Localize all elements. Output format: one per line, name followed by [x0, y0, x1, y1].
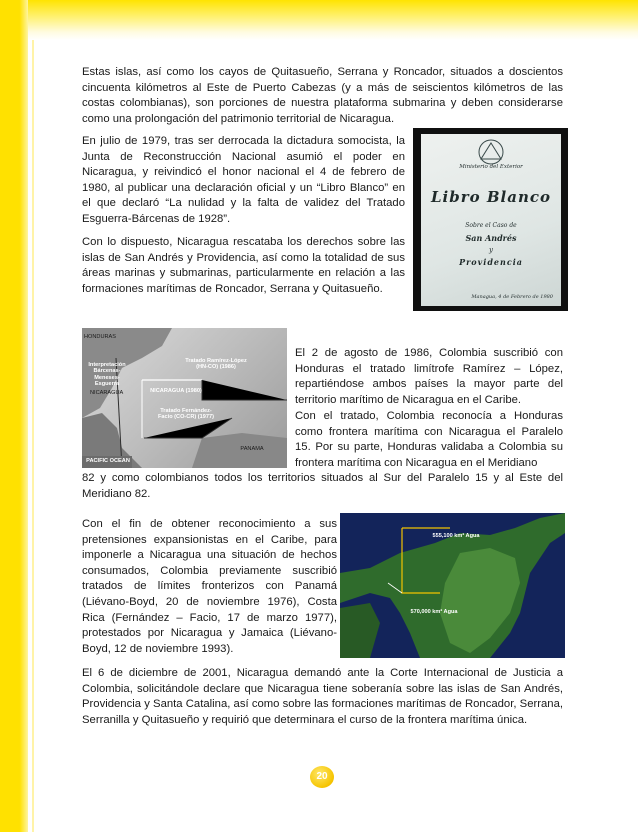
- map-label-nicaragua-1980: NICARAGUA (1980): [150, 388, 202, 394]
- cover-title: Libro Blanco: [430, 188, 551, 206]
- page-number: 20: [310, 766, 334, 788]
- cover-subtitle-1: Sobre el Caso de: [465, 222, 517, 229]
- cover-date: Managua, 4 de Febrero de 1980: [471, 294, 553, 300]
- paragraph-1979: En julio de 1979, tras ser derrocada la dictadura somocista, la Junta de Reconstrucción Nacional asumió el poder en Nicaragua, y reivindicó el honor nacional el 4 de febrero de 1980, al publicar una declaración oficial y un “Libro Blanco” en el que declaró “La nulidad y la falta de validez del Tratado Esguerra-Bárcenas de 1928”.: [82, 135, 405, 225]
- top-yellow-band: [0, 0, 638, 40]
- map-label-panama: PANAMA: [240, 446, 264, 452]
- cover-subtitle-3: y: [489, 246, 493, 254]
- cover-subtitle-2: San Andrés: [465, 233, 517, 243]
- paragraph-2001: El 6 de diciembre de 2001, Nicaragua demandó ante la Corte Internacional de Justicia a Colombia, solicitándole declare que Nicaragua tiene soberanía sobre las islas de San Andrés, Providencia y Santa Catalina, así como sobre las formaciones marítimas de Roncador, Serrana, Serranilla y Quitasueño y requirió que determinara el curso de la frontera marítima única.: [82, 667, 563, 726]
- colombia-map-image: [340, 513, 565, 658]
- treaty-map-image: [82, 328, 287, 468]
- libro-blanco-cover-image: [413, 128, 568, 311]
- paragraph-treaty-continued: 82 y como colombianos todos los territorios situados al Sur del Paralelo 15 y al Este del Meridiano 82.: [82, 472, 563, 500]
- map-label-interpretation: Interpretación Bárcenas-Meneses-Esguerra: [88, 362, 126, 388]
- left-divider-line: [32, 40, 34, 832]
- left-yellow-band: [0, 0, 28, 832]
- map-label-area-2: 570,000 km² Agua: [410, 609, 458, 615]
- paragraph-rights: Con lo dispuesto, Nicaragua rescataba los derechos sobre las islas de San Andrés y Providencia, así como la totalidad de sus áreas marinas y submarinas, particularmente en relación a las formaciones marítimas de Roncador, Serrana y Quitasueño.: [82, 236, 405, 295]
- cover-paper: [421, 134, 561, 306]
- paragraph-expansion: Con el fin de obtener reconocimiento a sus pretensiones expansionistas en el Caribe, para imponerle a Nicaragua una situación de hechos consumados, Colombia previamente suscribió tratados de límites fronterizos con Panamá (Liévano-Boyd, 20 de noviembre 1976), Costa Rica (Fernández – Facio, 17 de marzo 1977), protestados por Nicaragua y Jamaica (Liévano-Boyd, 12 de noviembre 1993).: [82, 518, 337, 655]
- map-label-ramirez: Tratado Ramírez-López (HN-CO) (1986): [185, 358, 247, 371]
- paragraph-islands: Estas islas, así como los cayos de Quitasueño, Serrana y Roncador, situados a doscientos cincuenta kilómetros al Este de Puerto Cabezas (y a más de seiscientos kilómetros de las costas colombianas), son porciones de nuestra plataforma submarina y deben considerarse como una prolongación del patrimonio territorial de Nicaragua.: [82, 66, 563, 125]
- map-label-nicaragua: NICARAGUA: [90, 390, 124, 396]
- map-label-honduras: HONDURAS: [84, 334, 117, 340]
- paragraph-treaty: Con el tratado, Colombia reconocía a Honduras como frontera marítima con Nicaragua el Paralelo 15. Por su parte, Honduras validaba a Colombia su frontera marítima con Nicaragua en el Meridiano: [295, 410, 563, 469]
- map-label-fernandez: Tratado Fernández-Facio (CO-CR) (1977): [158, 408, 214, 421]
- emblem-icon: [421, 136, 561, 176]
- map-label-area-1: 555,100 km² Agua: [432, 533, 480, 539]
- map-label-pacific: PACIFIC OCEAN: [86, 458, 130, 464]
- paragraph-1986: El 2 de agosto de 1986, Colombia suscribió con Honduras el tratado limítrofe Ramírez – López, repartiéndose ambos países la mayor parte del territorio marítimo de Nicaragua en el Caribe.: [295, 347, 563, 406]
- cover-ministry: Ministerio del Exterior: [459, 164, 523, 170]
- cover-subtitle-4: Providencia: [459, 257, 523, 267]
